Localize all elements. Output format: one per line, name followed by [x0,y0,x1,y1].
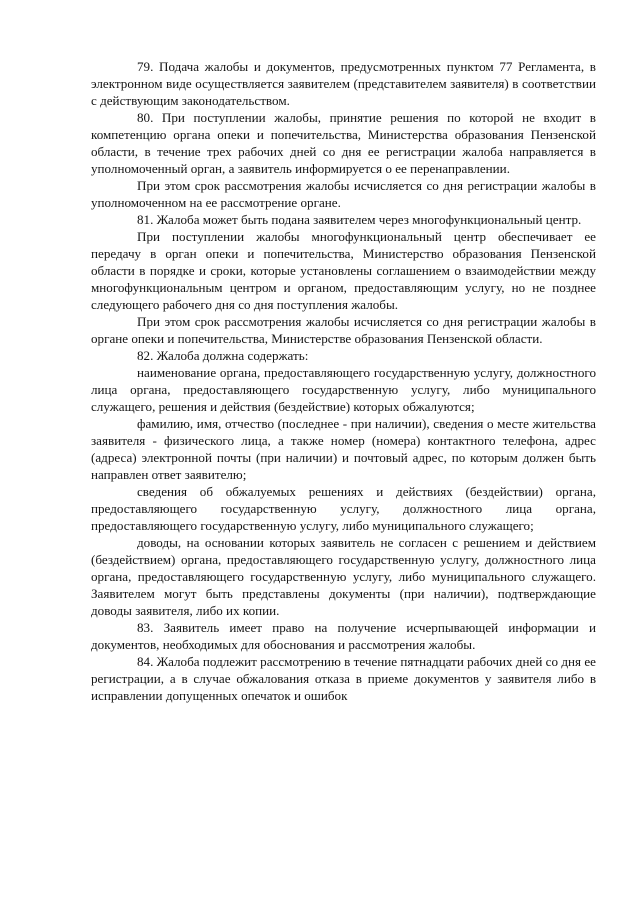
paragraph-83: 83. Заявитель имеет право на получение исчерпывающей информации и документов, необходимых для обоснования и рассмотрения жалобы. [91,620,596,652]
paragraph-79: 79. Подача жалобы и документов, предусмотренных пунктом 77 Регламента, в электронном виде осуществляется заявителем (представителем заявителя) в соответствии с действующим законодательством. [91,59,596,108]
paragraph-80: 80. При поступлении жалобы, принятие решения по которой не входит в компетенцию органа опеки и попечительства, Министерства образования Пензенской области, в течение трех рабочих дней со дня ее регистрации жалоба направляется в уполномоченный орган, а заявитель информируется о ее перенаправлении. [91,110,596,176]
paragraph-81-note: При этом срок рассмотрения жалобы исчисляется со дня регистрации жалобы в органе опеки и попечительства, Министерстве образования Пензенской области. [91,314,596,346]
paragraph-81: 81. Жалоба может быть подана заявителем через многофункциональный центр. [137,212,582,227]
paragraph-82: 82. Жалоба должна содержать: [137,348,309,363]
paragraph-84: 84. Жалоба подлежит рассмотрению в течение пятнадцати рабочих дней со дня ее регистрации, а в случае обжалования отказа в приеме документов у заявителя либо в исправлении допущенных опечаток и ошибок [91,654,596,703]
paragraph-82-item-name: наименование органа, предоставляющего государственную услугу, должностного лица органа, предоставляющего государственную услугу, либо муниципального служащего, решения и действия (бездействие) которых обжалуются; [91,365,596,414]
document-page [91,58,596,704]
paragraph-82-item-decisions: сведения об обжалуемых решениях и действиях (бездействии) органа, предоставляющего государственную услугу, должностного лица органа, предоставляющего государственную услугу, либо муниципального служащего; [91,484,596,533]
paragraph-81-mfc: При поступлении жалобы многофункциональный центр обеспечивает ее передачу в орган опеки и попечительства, Министерство образования Пензенской области в порядке и сроки, которые установлены соглашением о взаимодействии между многофункциональным центром и органом, предоставляющим услугу, но не позднее следующего рабочего дня со дня поступления жалобы. [91,229,596,312]
paragraph-82-item-applicant: фамилию, имя, отчество (последнее - при наличии), сведения о месте жительства заявителя - физического лица, а также номер (номера) контактного телефона, адрес (адреса) электронной почты (при наличии) и почтовый адрес, по которым должен быть направлен ответ заявителю; [91,416,596,482]
paragraph-80-note: При этом срок рассмотрения жалобы исчисляется со дня регистрации жалобы в уполномоченном на ее рассмотрение органе. [91,178,596,210]
paragraph-82-item-arguments: доводы, на основании которых заявитель не согласен с решением и действием (бездействием) органа, предоставляющего государственную услугу, должностного лица органа, предоставляющего государственную услугу, либо муниципального служащего. Заявителем могут быть представлены документы (при наличии), подтверждающие доводы заявителя, либо их копии. [91,535,596,618]
